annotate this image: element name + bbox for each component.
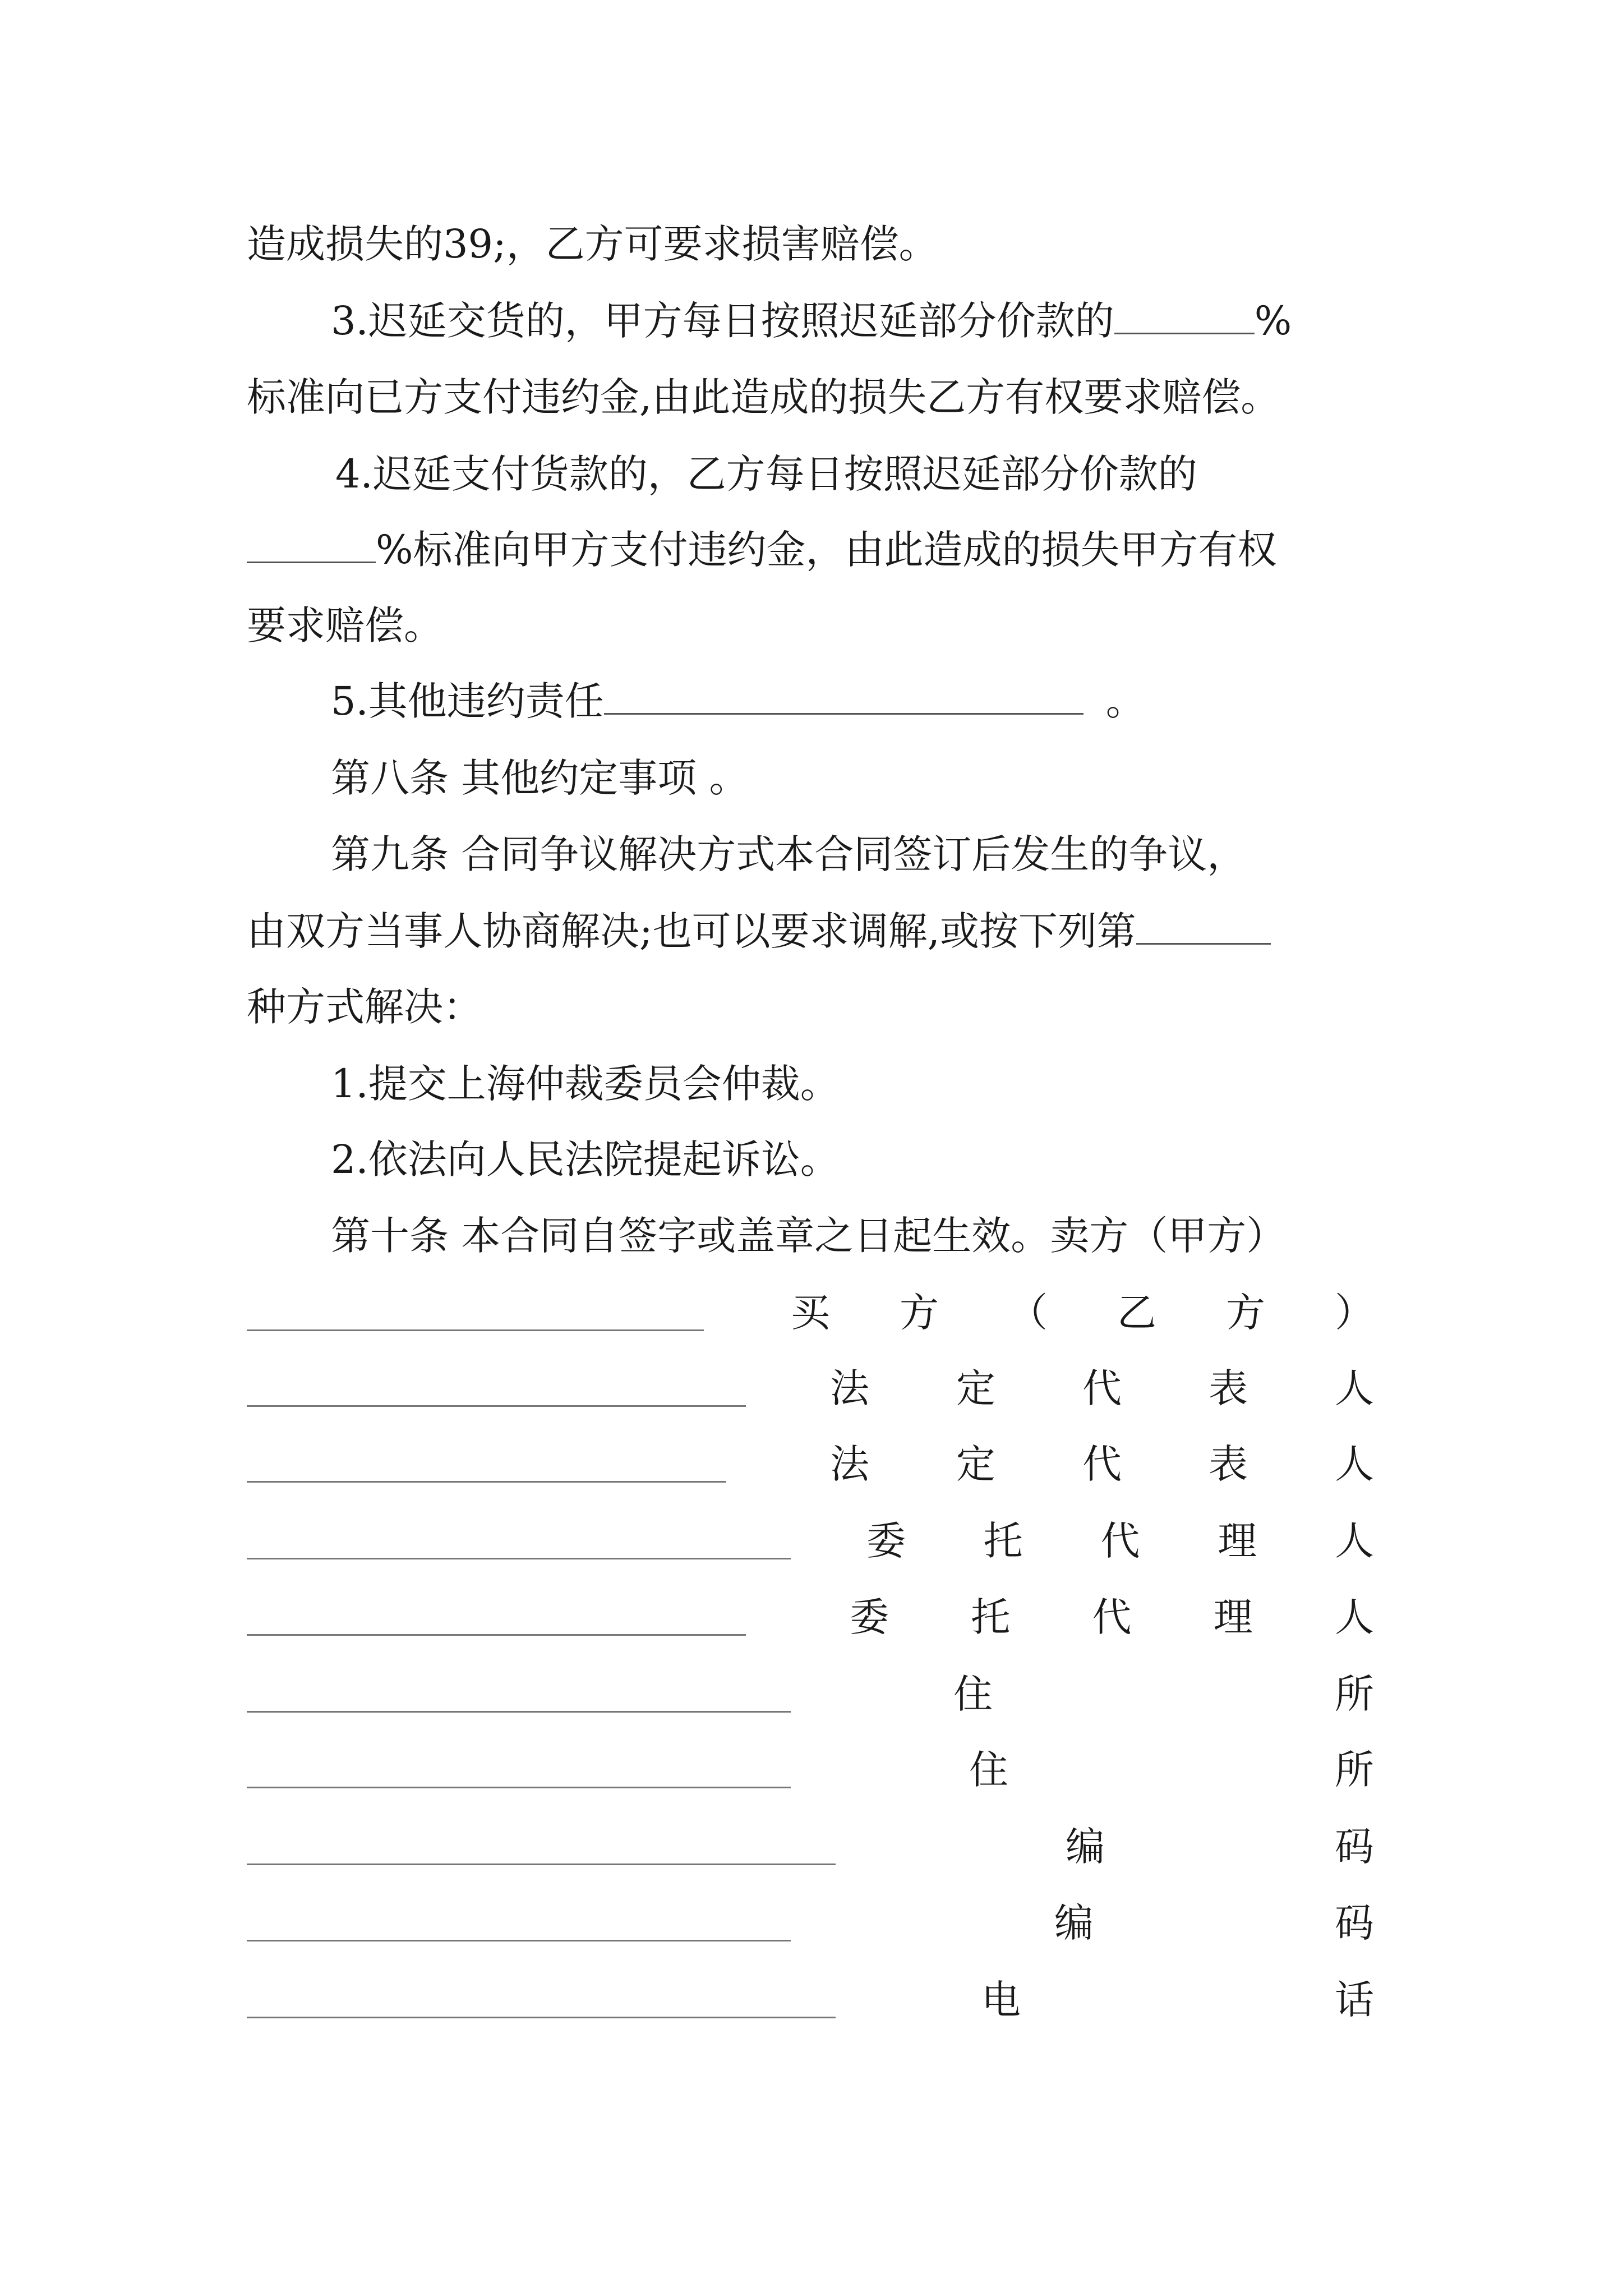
paragraph-late-payment [335,446,1197,502]
signature-line-legal-rep-seller[interactable] [247,1405,746,1407]
label-buyer [791,1285,1374,1341]
spread-char: 码 [1335,1900,1374,1946]
spread-char: 人 [1335,1518,1374,1564]
signature-line-postcode-buyer[interactable] [247,1940,791,1941]
article-9-cont [247,903,1271,959]
spread-char: 托 [971,1594,1011,1640]
fill-blank-method[interactable] [1136,904,1271,945]
paragraph-loss [247,216,938,272]
signature-line-address-buyer[interactable] [247,1787,791,1788]
paragraph-text: 1.提交上海仲裁委员会仲裁。 [331,1061,840,1107]
spread-char: 话 [1335,1977,1374,2023]
spread-char: 编 [1054,1900,1094,1946]
spread-char: 定 [956,1441,995,1487]
spread-char: 法 [830,1365,869,1411]
spread-char: 理 [1218,1518,1257,1564]
spread-char: 乙 [1117,1290,1156,1336]
spread-char: 人 [1335,1365,1374,1411]
spread-char: （ [1008,1290,1048,1336]
paragraph-text: 5.其他违约责任 [331,678,604,724]
label-postcode [1054,1895,1374,1951]
spread-char: 定 [956,1365,995,1411]
spread-char: 人 [1335,1594,1374,1640]
signature-line-phone-seller[interactable] [247,2017,836,2018]
spread-char: 所 [1335,1671,1374,1717]
spread-char: 编 [1066,1824,1105,1870]
spread-char: ） [1335,1290,1374,1336]
signature-line-legal-rep-buyer[interactable] [247,1481,726,1483]
spread-char: 电 [981,1977,1021,2023]
paragraph-late-delivery-cont [247,369,1280,425]
spread-char: 代 [1092,1594,1132,1640]
spread-char: 所 [1335,1747,1374,1793]
spread-char: 代 [1082,1441,1122,1487]
label-agent [866,1513,1374,1569]
spread-char: 理 [1213,1594,1253,1640]
fill-blank-liability[interactable] [604,674,1083,715]
spread-char: 买 [791,1290,830,1336]
paragraph-text: 第十条 本合同自签字或盖章之日起生效。卖方（甲方） [331,1213,1286,1259]
signature-line-agent-seller[interactable] [247,1558,791,1559]
fill-blank-rate[interactable] [1114,293,1255,334]
paragraph-text: 3.迟延交货的，甲方每日按照迟延部分价款的 [331,298,1114,344]
spread-char: 表 [1209,1365,1248,1411]
paragraph-late-payment-end [247,597,443,654]
paragraph-text: 4.迟延支付货款的，乙方每日按照迟延部分价款的 [335,451,1197,497]
label-legal-rep [830,1360,1374,1416]
label-legal-rep [830,1436,1374,1492]
paragraph-text: 种方式解决： [247,984,482,1030]
article-10 [331,1208,1285,1264]
label-phone [981,1972,1374,2028]
paragraph-text: 第八条 其他约定事项 。 [331,755,749,801]
option-arbitration [331,1056,840,1112]
spread-char: 法 [830,1441,869,1487]
paragraph-text: 第九条 合同争议解决方式本合同签订后发生的争议， [331,831,1247,877]
article-9 [331,826,1246,882]
label-postcode [1066,1819,1374,1875]
spread-char: 代 [1082,1365,1122,1411]
signature-line-seller[interactable] [247,1329,704,1331]
signature-line-postcode-seller[interactable] [247,1864,836,1865]
signature-line-address-seller[interactable] [247,1711,791,1713]
spread-char: 委 [850,1594,889,1640]
spread-char: 表 [1209,1441,1248,1487]
period-mark: 。 [1105,678,1145,724]
spread-char: 人 [1335,1441,1374,1487]
spread-char: 住 [969,1747,1008,1793]
paragraph-other-liability [331,673,1145,729]
paragraph-text: 标准向已方支付违约金,由此造成的损失乙方有权要求赔偿。 [247,374,1280,420]
spread-char: 码 [1335,1824,1374,1870]
spread-char: 方 [1226,1290,1265,1336]
paragraph-late-delivery [331,293,1292,349]
label-address [969,1742,1374,1798]
paragraph-text: 2.依法向人民法院提起诉讼。 [331,1137,840,1182]
article-8 [331,750,749,806]
percent-sign: % [1254,298,1292,344]
label-address [953,1666,1374,1722]
spread-char: 托 [983,1518,1023,1564]
paragraph-text: 造成损失的39;，乙方可要求损害赔偿。 [247,221,938,267]
label-agent [850,1589,1374,1645]
article-9-end [247,979,482,1035]
fill-blank-rate[interactable] [247,522,376,563]
paragraph-late-payment-cont [247,522,1277,578]
spread-char: 代 [1100,1518,1140,1564]
spread-char: 方 [900,1290,939,1336]
option-litigation [331,1131,840,1188]
paragraph-text: %标准向甲方支付违约金，由此造成的损失甲方有权 [376,527,1277,573]
paragraph-text: 由双方当事人协商解决;也可以要求调解,或按下列第 [247,908,1136,954]
spread-char: 委 [866,1518,906,1564]
paragraph-text: 要求赔偿。 [247,602,443,648]
spread-char: 住 [953,1671,993,1717]
signature-line-agent-buyer[interactable] [247,1634,746,1636]
